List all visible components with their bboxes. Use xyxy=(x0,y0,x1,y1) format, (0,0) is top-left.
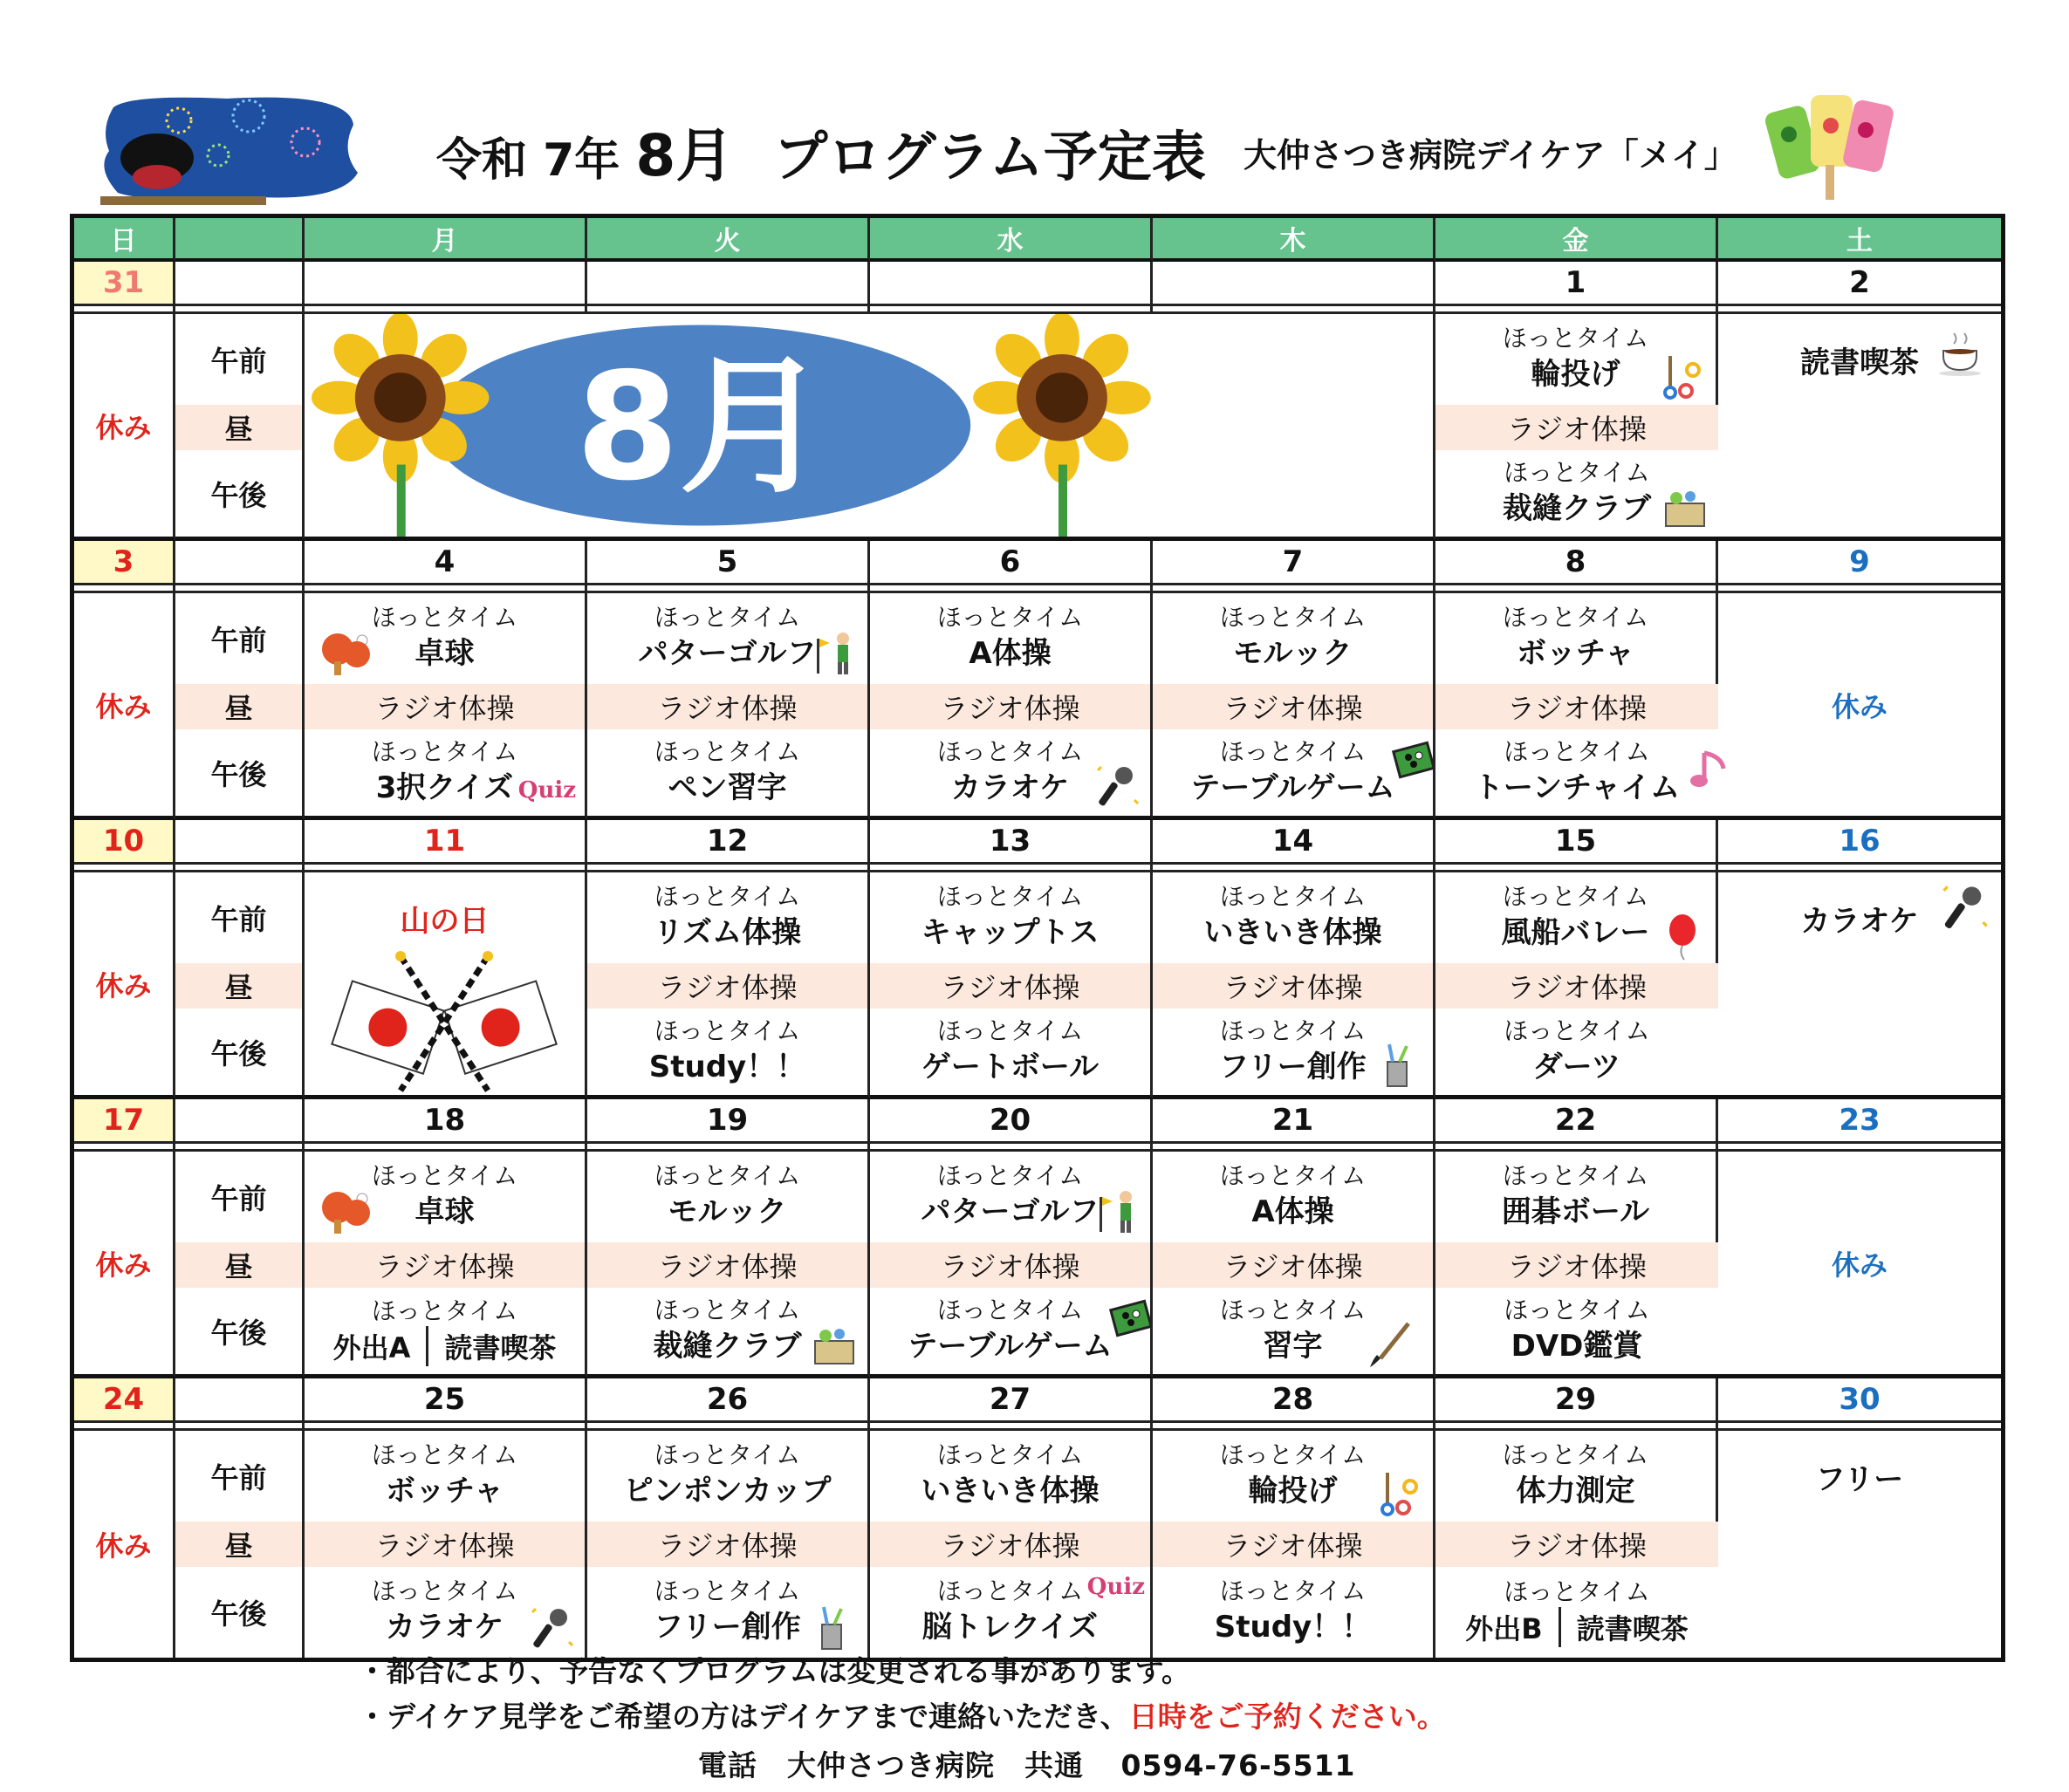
activity-text: 囲碁ボール xyxy=(1501,1194,1650,1229)
date-cell: 4 xyxy=(305,541,587,585)
date-cell-blank xyxy=(870,262,1153,306)
board-game-icon xyxy=(1391,738,1440,787)
month-text: 8月 xyxy=(635,122,734,189)
quiz-icon: Quiz xyxy=(517,777,576,804)
activity-text: リズム体操 xyxy=(653,915,802,950)
radio-exercise: ラジオ体操 xyxy=(1153,684,1435,729)
fri-pm-cell xyxy=(1435,1009,1718,1099)
note-line-1: ・都合により、予告なくプログラムは変更される事があります。 xyxy=(358,1654,1191,1688)
fri-pm-cell xyxy=(1435,1288,1718,1378)
activity-text: ボッチャ xyxy=(386,1474,504,1508)
slot-label-pm: 午後 xyxy=(175,1567,305,1658)
date-cell: 2 xyxy=(1718,262,2001,306)
date-cell: 23 xyxy=(1718,1099,2001,1144)
radio-exercise: ラジオ体操 xyxy=(1435,1242,1718,1288)
page-title xyxy=(436,109,1206,192)
fri-pm-cell xyxy=(1435,1567,1718,1658)
fruit-popsicle-icon xyxy=(1763,86,1894,204)
activity-text: パターゴルフ xyxy=(921,1194,1100,1229)
slot-label-am: 午前 xyxy=(175,1152,305,1242)
radio-exercise: ラジオ体操 xyxy=(587,1242,870,1288)
date-cell: 26 xyxy=(587,1378,870,1423)
activity-text: 卓球 xyxy=(414,1194,475,1229)
slot-label-am: 午前 xyxy=(175,872,305,963)
activity-text: フリー創作 xyxy=(654,1610,801,1645)
fri-pm-cell xyxy=(1435,729,1718,820)
date-cell: 31 xyxy=(74,262,175,306)
facility-name: 大仲さつき病院デイケア「メイ」 xyxy=(1243,136,1737,174)
microphone-icon xyxy=(1938,881,1990,934)
sewing-kit-icon xyxy=(1661,482,1709,531)
wed-pm-cell xyxy=(870,1009,1153,1099)
sat-cell xyxy=(1718,872,2001,1099)
date-row xyxy=(74,1378,2001,1423)
date-cell-blank xyxy=(175,1099,305,1144)
date-cell: 15 xyxy=(1435,820,1718,865)
sunday-rest: 休み xyxy=(74,1152,175,1378)
mon-pm-cell xyxy=(305,1288,587,1378)
weekday-thu: 木 xyxy=(1153,218,1435,262)
activity-text: モルック xyxy=(1233,636,1353,671)
sunday-rest: 休み xyxy=(74,872,175,1099)
activity-text: 裁縫クラブ xyxy=(653,1328,802,1364)
radio-exercise: ラジオ体操 xyxy=(1153,1242,1435,1288)
activity-text: テーブルゲーム xyxy=(908,1328,1113,1364)
weekday-mon: 月 xyxy=(305,218,587,262)
date-cell-blank xyxy=(587,262,870,306)
activity-text: 読書喫茶 xyxy=(444,1330,557,1365)
hot-time-label: ほっとタイム xyxy=(1502,882,1649,911)
hot-time-label: ほっとタイム xyxy=(936,1577,1084,1605)
weekday-header xyxy=(74,218,2001,262)
activity-text: ピンポンカップ xyxy=(623,1474,832,1508)
tue-am-cell xyxy=(587,1431,870,1522)
hot-time-label: ほっとタイム xyxy=(1219,603,1367,632)
date-cell: 21 xyxy=(1153,1099,1435,1144)
date-cell: 29 xyxy=(1435,1378,1718,1423)
activity-text: 外出A xyxy=(333,1326,429,1366)
sunday-rest: 休み xyxy=(74,314,175,541)
date-cell-blank xyxy=(1153,262,1435,306)
date-cell-blank xyxy=(175,820,305,865)
activity-text: いきいき体操 xyxy=(1203,915,1382,950)
split-activity xyxy=(1435,1607,1718,1647)
saturday-rest: 休み xyxy=(1718,1152,2001,1378)
thu-am-cell xyxy=(1153,1152,1435,1242)
activity-text: 体力測定 xyxy=(1516,1474,1635,1508)
weekday-tue: 火 xyxy=(587,218,870,262)
hot-time-label: ほっとタイム xyxy=(936,1295,1084,1324)
fri-am-cell xyxy=(1435,1152,1718,1242)
date-cell: 18 xyxy=(305,1099,587,1144)
activity-text: パターゴルフ xyxy=(638,636,817,671)
date-cell: 13 xyxy=(870,820,1153,865)
hot-time-label: ほっとタイム xyxy=(371,603,518,632)
activity-text: キャップトス xyxy=(921,915,1100,950)
radio-exercise: ラジオ体操 xyxy=(587,963,870,1009)
hot-time-label: ほっとタイム xyxy=(1502,1161,1649,1190)
radio-exercise: ラジオ体操 xyxy=(587,684,870,729)
fri-am-cell xyxy=(1435,872,1718,963)
activity-text: カラオケ xyxy=(1800,904,1919,939)
activity-text: カラオケ xyxy=(385,1610,504,1645)
schedule-title: プログラム予定表 xyxy=(773,125,1206,188)
am-row xyxy=(74,872,2001,963)
activity-text: モルック xyxy=(668,1194,787,1229)
thu-pm-cell xyxy=(1153,1288,1435,1378)
fireworks-illustration-icon xyxy=(96,90,367,212)
date-row xyxy=(74,541,2001,585)
activity-text: ボッチャ xyxy=(1517,636,1634,671)
sunday-rest: 休み xyxy=(74,593,175,820)
slot-label-pm: 午後 xyxy=(175,1288,305,1378)
activity-text: フリー xyxy=(1815,1462,1904,1497)
brush-icon xyxy=(1367,1320,1415,1369)
hot-time-label: ほっとタイム xyxy=(654,736,801,766)
board-game-icon xyxy=(1108,1296,1157,1345)
thu-am-cell xyxy=(1153,593,1435,684)
note-line-2 xyxy=(358,1694,1446,1740)
date-cell-blank xyxy=(175,1378,305,1423)
table-tennis-icon xyxy=(317,1187,378,1235)
fri-pm-cell xyxy=(1435,450,1718,541)
sunday-rest: 休み xyxy=(74,1431,175,1658)
date-cell: 14 xyxy=(1153,820,1435,865)
wed-am-cell xyxy=(870,1431,1153,1522)
quiz-icon: Quiz xyxy=(1086,1574,1145,1600)
wed-pm-cell xyxy=(870,729,1153,820)
am-row xyxy=(74,1431,2001,1522)
notes xyxy=(358,1649,1446,1740)
activity-text: テーブルゲーム xyxy=(1190,769,1395,805)
wed-am-cell xyxy=(870,1152,1153,1242)
hot-time-label: ほっとタイム xyxy=(1504,457,1650,487)
date-cell: 5 xyxy=(587,541,870,585)
activity-text: ダーツ xyxy=(1532,1049,1621,1084)
activity-text: A体操 xyxy=(1251,1194,1334,1229)
activity-text: Study！！ xyxy=(1214,1610,1372,1645)
slot-label-am: 午前 xyxy=(175,593,305,684)
phone-contact xyxy=(698,1743,1356,1784)
am-row xyxy=(74,314,2001,405)
hot-time-label: ほっとタイム xyxy=(654,1295,801,1324)
activity-text: トーンチャイム xyxy=(1473,769,1681,805)
era-text: 令和 xyxy=(436,134,528,187)
activity-text: 輪投げ xyxy=(1248,1474,1338,1508)
date-cell: 10 xyxy=(74,820,175,865)
tue-am-cell xyxy=(587,1152,870,1242)
date-cell: 25 xyxy=(305,1378,587,1423)
date-cell: 6 xyxy=(870,541,1153,585)
tue-am-cell xyxy=(587,593,870,684)
hot-time-label: ほっとタイム xyxy=(936,1440,1084,1469)
date-cell: 27 xyxy=(870,1378,1153,1423)
slot-label-noon: 昼 xyxy=(175,1522,305,1567)
date-cell-blank xyxy=(175,262,305,306)
date-cell: 30 xyxy=(1718,1378,2001,1423)
activity-text: フリー創作 xyxy=(1219,1049,1367,1084)
date-cell: 8 xyxy=(1435,541,1718,585)
music-note-icon xyxy=(1687,746,1736,795)
thu-pm-cell xyxy=(1153,729,1435,820)
radio-exercise: ラジオ体操 xyxy=(1435,963,1718,1009)
microphone-icon xyxy=(527,1604,576,1652)
weekday-wed: 水 xyxy=(870,218,1153,262)
japan-flags-icon xyxy=(331,949,558,1098)
fri-am-cell xyxy=(1435,1431,1718,1522)
hot-time-label: ほっとタイム xyxy=(1504,1577,1650,1606)
radio-exercise: ラジオ体操 xyxy=(305,1242,587,1288)
radio-exercise: ラジオ体操 xyxy=(1153,1522,1435,1567)
radio-exercise: ラジオ体操 xyxy=(1153,963,1435,1009)
hot-time-label: ほっとタイム xyxy=(936,882,1084,911)
slot-label-noon: 昼 xyxy=(175,963,305,1009)
date-cell: 17 xyxy=(74,1099,175,1144)
slot-label-pm: 午後 xyxy=(175,450,305,541)
balloon-icon xyxy=(1658,913,1707,961)
noon-row xyxy=(74,1522,2001,1567)
date-cell: 28 xyxy=(1153,1378,1435,1423)
slot-label-am: 午前 xyxy=(175,1431,305,1522)
noon-row xyxy=(74,684,2001,729)
date-row xyxy=(74,820,2001,865)
activity-text: 3択クイズ xyxy=(375,769,514,805)
pm-row xyxy=(74,1567,2001,1658)
schedule-table xyxy=(70,214,2005,1662)
craft-tools-icon xyxy=(810,1604,859,1652)
slot-label-pm: 午後 xyxy=(175,1009,305,1099)
date-cell: 1 xyxy=(1435,262,1718,306)
activity-text: 読書喫茶 xyxy=(1800,345,1919,380)
activity-text: いきいき体操 xyxy=(921,1474,1100,1508)
hot-time-label: ほっとタイム xyxy=(371,1296,518,1325)
hot-time-label: ほっとタイム xyxy=(371,1577,518,1605)
date-cell-blank xyxy=(175,541,305,585)
hot-time-label: ほっとタイム xyxy=(1219,1577,1367,1605)
mon-pm-cell xyxy=(305,1567,587,1658)
sewing-kit-icon xyxy=(810,1320,859,1369)
date-cell: 7 xyxy=(1153,541,1435,585)
hot-time-label: ほっとタイム xyxy=(1504,736,1650,766)
date-cell: 3 xyxy=(74,541,175,585)
putter-golf-icon xyxy=(1093,1188,1141,1237)
pm-row xyxy=(74,729,2001,820)
weekday-fri: 金 xyxy=(1435,218,1718,262)
hot-time-label: ほっとタイム xyxy=(654,1577,801,1605)
activity-text: ゲートボール xyxy=(921,1049,1100,1084)
hot-time-label: ほっとタイム xyxy=(1219,1161,1367,1190)
date-cell: 24 xyxy=(74,1378,175,1423)
date-row xyxy=(74,1099,2001,1144)
hot-time-label: ほっとタイム xyxy=(1502,603,1649,632)
hot-time-label: ほっとタイム xyxy=(936,1161,1084,1190)
holiday-name: 山の日 xyxy=(400,904,490,939)
weekday-blank xyxy=(175,218,305,262)
hot-time-label: ほっとタイム xyxy=(371,736,518,766)
activity-text: 習字 xyxy=(1263,1328,1323,1364)
radio-exercise: ラジオ体操 xyxy=(870,963,1153,1009)
saturday-rest: 休み xyxy=(1718,593,2001,820)
hot-time-label: ほっとタイム xyxy=(654,1440,801,1469)
weekday-sat: 土 xyxy=(1718,218,2001,262)
radio-exercise: ラジオ体操 xyxy=(870,684,1153,729)
holiday-cell xyxy=(305,872,587,1099)
radio-exercise: ラジオ体操 xyxy=(1435,1522,1718,1567)
craft-tools-icon xyxy=(1375,1041,1424,1090)
weekday-sun: 日 xyxy=(74,218,175,262)
tue-pm-cell xyxy=(587,729,870,820)
date-cell: 20 xyxy=(870,1099,1153,1144)
hot-time-label: ほっとタイム xyxy=(1219,1016,1367,1045)
radio-exercise: ラジオ体操 xyxy=(587,1522,870,1567)
hot-time-label: ほっとタイム xyxy=(1502,1440,1649,1469)
slot-label-noon: 昼 xyxy=(175,405,305,450)
split-activity xyxy=(305,1326,585,1366)
radio-exercise: ラジオ体操 xyxy=(870,1242,1153,1288)
radio-exercise: ラジオ体操 xyxy=(305,1522,587,1567)
activity-text: 裁縫クラブ xyxy=(1503,490,1651,526)
hot-time-label: ほっとタイム xyxy=(654,1161,801,1190)
mon-am-cell xyxy=(305,1152,587,1242)
phone-number: 0594-76-5511 xyxy=(1120,1748,1356,1782)
am-row xyxy=(74,593,2001,684)
wed-am-cell xyxy=(870,872,1153,963)
thu-am-cell xyxy=(1153,1431,1435,1522)
ring-toss-icon xyxy=(1375,1467,1424,1516)
radio-exercise: ラジオ体操 xyxy=(1435,405,1718,450)
hot-time-label: ほっとタイム xyxy=(1219,882,1367,911)
banner-month-text: 8月 xyxy=(575,341,828,514)
tue-pm-cell xyxy=(587,1288,870,1378)
table-tennis-icon xyxy=(317,628,378,677)
date-cell: 9 xyxy=(1718,541,2001,585)
thu-am-cell xyxy=(1153,872,1435,963)
activity-text: DVD鑑賞 xyxy=(1511,1328,1643,1364)
date-row xyxy=(74,262,2001,306)
wed-am-cell xyxy=(870,593,1153,684)
hot-time-label: ほっとタイム xyxy=(936,603,1084,632)
mon-pm-cell xyxy=(305,729,587,820)
radio-exercise: ラジオ体操 xyxy=(305,684,587,729)
pm-row xyxy=(74,1288,2001,1378)
activity-text: カラオケ xyxy=(950,769,1070,805)
date-cell: 16 xyxy=(1718,820,2001,865)
activity-text: 外出B xyxy=(1465,1607,1560,1647)
date-cell: 12 xyxy=(587,820,870,865)
august-banner xyxy=(305,314,1435,541)
phone-label: 電話 大仲さつき病院 共通 xyxy=(698,1748,1084,1782)
hot-time-label: ほっとタイム xyxy=(1504,1295,1650,1324)
am-row xyxy=(74,1152,2001,1242)
hot-time-label: ほっとタイム xyxy=(371,1440,518,1469)
coffee-cup-icon xyxy=(1936,326,1989,379)
date-cell-blank xyxy=(305,262,587,306)
hot-time-label: ほっとタイム xyxy=(654,882,801,911)
hot-time-label: ほっとタイム xyxy=(371,1161,518,1190)
hot-time-label: ほっとタイム xyxy=(936,1016,1084,1045)
thu-pm-cell xyxy=(1153,1567,1435,1658)
wed-pm-cell xyxy=(870,1567,1153,1658)
hot-time-label: ほっとタイム xyxy=(1219,1440,1367,1469)
slot-label-am: 午前 xyxy=(175,314,305,405)
hot-time-label: ほっとタイム xyxy=(1502,324,1649,352)
date-cell: 11 xyxy=(305,820,587,865)
slot-label-noon: 昼 xyxy=(175,684,305,729)
date-cell: 22 xyxy=(1435,1099,1718,1144)
activity-text: 輪投げ xyxy=(1531,357,1620,392)
note-line-2-emphasis: 日時をご予約ください。 xyxy=(1128,1700,1446,1734)
year-text: 7年 xyxy=(543,134,620,187)
activity-text: 卓球 xyxy=(414,636,475,671)
mon-am-cell xyxy=(305,1431,587,1522)
radio-exercise: ラジオ体操 xyxy=(1435,684,1718,729)
note-line-2-text: ・デイケア見学をご希望の方はデイケアまで連絡いただき、 xyxy=(358,1700,1129,1734)
noon-row xyxy=(74,1242,2001,1288)
activity-text: Study！！ xyxy=(648,1049,806,1084)
activity-text: 脳トレクイズ xyxy=(921,1610,1099,1645)
sat-cell xyxy=(1718,1431,2001,1658)
header xyxy=(0,83,2069,214)
hot-time-label: ほっとタイム xyxy=(654,603,801,632)
activity-text: 読書喫茶 xyxy=(1576,1612,1689,1645)
ring-toss-icon xyxy=(1658,351,1707,400)
fri-am-cell xyxy=(1435,593,1718,684)
activity-text: A体操 xyxy=(969,636,1052,671)
wed-pm-cell xyxy=(870,1288,1153,1378)
radio-exercise: ラジオ体操 xyxy=(870,1522,1153,1567)
date-cell: 19 xyxy=(587,1099,870,1144)
hot-time-label: ほっとタイム xyxy=(1219,736,1367,766)
slot-label-pm: 午後 xyxy=(175,729,305,820)
thu-pm-cell xyxy=(1153,1009,1435,1099)
mon-am-cell xyxy=(305,593,587,684)
hot-time-label: ほっとタイム xyxy=(654,1016,801,1045)
microphone-icon xyxy=(1093,762,1141,811)
hot-time-label: ほっとタイム xyxy=(1219,1295,1367,1324)
hot-time-label: ほっとタイム xyxy=(1504,1016,1650,1045)
hot-time-label: ほっとタイム xyxy=(936,736,1084,766)
putter-golf-icon xyxy=(810,630,859,679)
slot-label-noon: 昼 xyxy=(175,1242,305,1288)
tue-pm-cell xyxy=(587,1567,870,1658)
fri-am-cell xyxy=(1435,314,1718,405)
activity-text: 風船バレー xyxy=(1501,915,1650,950)
tue-pm-cell xyxy=(587,1009,870,1099)
sat-cell xyxy=(1718,314,2001,541)
tue-am-cell xyxy=(587,872,870,963)
activity-text: ペン習字 xyxy=(668,769,787,805)
